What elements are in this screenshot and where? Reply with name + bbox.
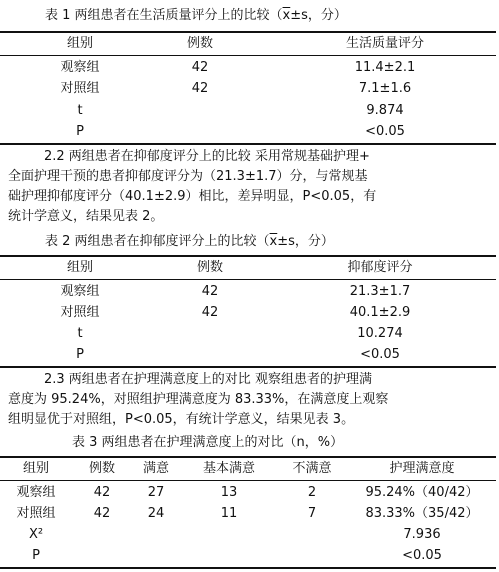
table2-t-label: t [77, 326, 83, 341]
table1-header-rule [0, 55, 496, 56]
table3-row1-n: 42 [93, 485, 111, 500]
table2-t-value: 10.274 [357, 326, 403, 341]
section23-line: 组明显优于对照组，P<0.05，有统计学意义，结果见表 3。 [8, 412, 355, 427]
table3-row1-rate: 95.24%（40/42） [365, 485, 479, 500]
table2-p-value: <0.05 [360, 347, 400, 362]
section23-paragraph [8, 370, 494, 430]
table1-t-value: 9.874 [366, 103, 404, 118]
table-row [0, 100, 496, 121]
table3-row2-group: 对照组 [16, 506, 56, 521]
table-row [0, 57, 496, 78]
table3-chi-label: X² [28, 527, 44, 542]
table3-header-unsatisfied: 不满意 [292, 461, 332, 476]
table3-row2-rate: 83.33%（35/42） [365, 506, 479, 521]
table2-header-group: 组别 [66, 260, 93, 275]
table2-header-row [0, 257, 496, 278]
table1-row1-n: 42 [191, 60, 209, 75]
table3-caption [0, 432, 499, 454]
table1-caption [0, 5, 499, 27]
section23-line: 意度为 95.24%，对照组护理满意度为 83.33%，在满意度上观察 [8, 392, 389, 407]
table2-header-rule [0, 279, 496, 280]
table3-row2-satisfied: 24 [147, 506, 165, 521]
table-row [0, 482, 496, 503]
table1-header-n: 例数 [186, 36, 213, 51]
table3-header-rate: 护理满意度 [389, 461, 455, 476]
table3-bottom-rule [0, 567, 496, 569]
table3-header-rule [0, 480, 496, 481]
table3-p-value: <0.05 [402, 548, 442, 563]
table-row [0, 281, 496, 302]
table3-row2-unsatisfied: 7 [307, 506, 317, 521]
table2-row2-score: 40.1±2.9 [349, 305, 411, 320]
table2-row2-group: 对照组 [60, 305, 100, 320]
table3-row1-unsatisfied: 2 [307, 485, 317, 500]
table1-header-score: 生活质量评分 [345, 36, 424, 51]
table3-header-row [0, 458, 496, 479]
table1-row2-group: 对照组 [60, 81, 100, 96]
table1-header-row [0, 33, 496, 54]
table3-row1-group: 观察组 [16, 485, 56, 500]
table1-bottom-rule [0, 143, 496, 145]
table1-t-label: t [77, 103, 83, 118]
table1-row2-score: 7.1±1.6 [358, 81, 412, 96]
table1-row1-score: 11.4±2.1 [354, 60, 416, 75]
table1-header-group: 组别 [66, 36, 93, 51]
table1-row2-n: 42 [191, 81, 209, 96]
table3-chi-value: 7.936 [403, 527, 441, 542]
section22-line: 统计学意义，结果见表 2。 [8, 209, 164, 224]
table3-header-satisfied: 满意 [142, 461, 169, 476]
table3-header-basic: 基本满意 [202, 461, 255, 476]
table2-row1-group: 观察组 [60, 284, 100, 299]
table1-row1-group: 观察组 [60, 60, 100, 75]
table1-p-value: <0.05 [365, 124, 405, 139]
table-row [0, 121, 496, 142]
table1-p-label: P [76, 124, 84, 139]
table3-caption-text: 表 3 两组患者在护理满意度上的对比（n，%） [72, 435, 344, 450]
table-row [0, 78, 496, 99]
table-row [0, 344, 496, 365]
table2-p-label: P [76, 347, 84, 362]
table2-header-n: 例数 [196, 260, 223, 275]
table2-bottom-rule [0, 366, 496, 368]
section22-line: 础护理抑郁度评分（40.1±2.9）相比，差异明显，P<0.05，有 [8, 189, 377, 204]
section22-line: 全面护理干预的患者抑郁度评分为（21.3±1.7）分，与常规基 [8, 169, 368, 184]
table2-header-score: 抑郁度评分 [347, 260, 413, 275]
table2-caption [0, 231, 499, 253]
table2-row1-score: 21.3±1.7 [349, 284, 411, 299]
table3-row1-basic: 13 [220, 485, 238, 500]
table1-caption-prefix: 表 1 两组患者在生活质量评分上的比较（ [45, 8, 283, 23]
table-row [0, 524, 496, 545]
table2-caption-prefix: 表 2 两组患者在抑郁度评分上的比较（ [45, 234, 270, 249]
table-row [0, 545, 496, 566]
table3-p-label: P [32, 548, 40, 563]
table2-row1-n: 42 [201, 284, 219, 299]
table-row [0, 503, 496, 524]
table3-row2-n: 42 [93, 506, 111, 521]
table3-header-n: 例数 [88, 461, 115, 476]
table3-row1-satisfied: 27 [147, 485, 165, 500]
table1-caption-suffix: ±s，分） [290, 8, 347, 23]
table2-row2-n: 42 [201, 305, 219, 320]
section22-paragraph [8, 147, 494, 227]
table-row [0, 323, 496, 344]
section22-line: 2.2 两组患者在抑郁度评分上的比较 采用常规基础护理+ [44, 149, 370, 164]
section23-line: 2.3 两组患者在护理满意度上的对比 观察组患者的护理满 [44, 372, 372, 387]
table-row [0, 302, 496, 323]
table1-caption-xbar: $\overline{x}$ [282, 8, 291, 23]
table2-caption-suffix: ±s，分） [277, 234, 334, 249]
table2-caption-xbar: $\overline{x}$ [269, 234, 278, 249]
table3-row2-basic: 11 [220, 506, 238, 521]
table3-header-group: 组别 [22, 461, 49, 476]
